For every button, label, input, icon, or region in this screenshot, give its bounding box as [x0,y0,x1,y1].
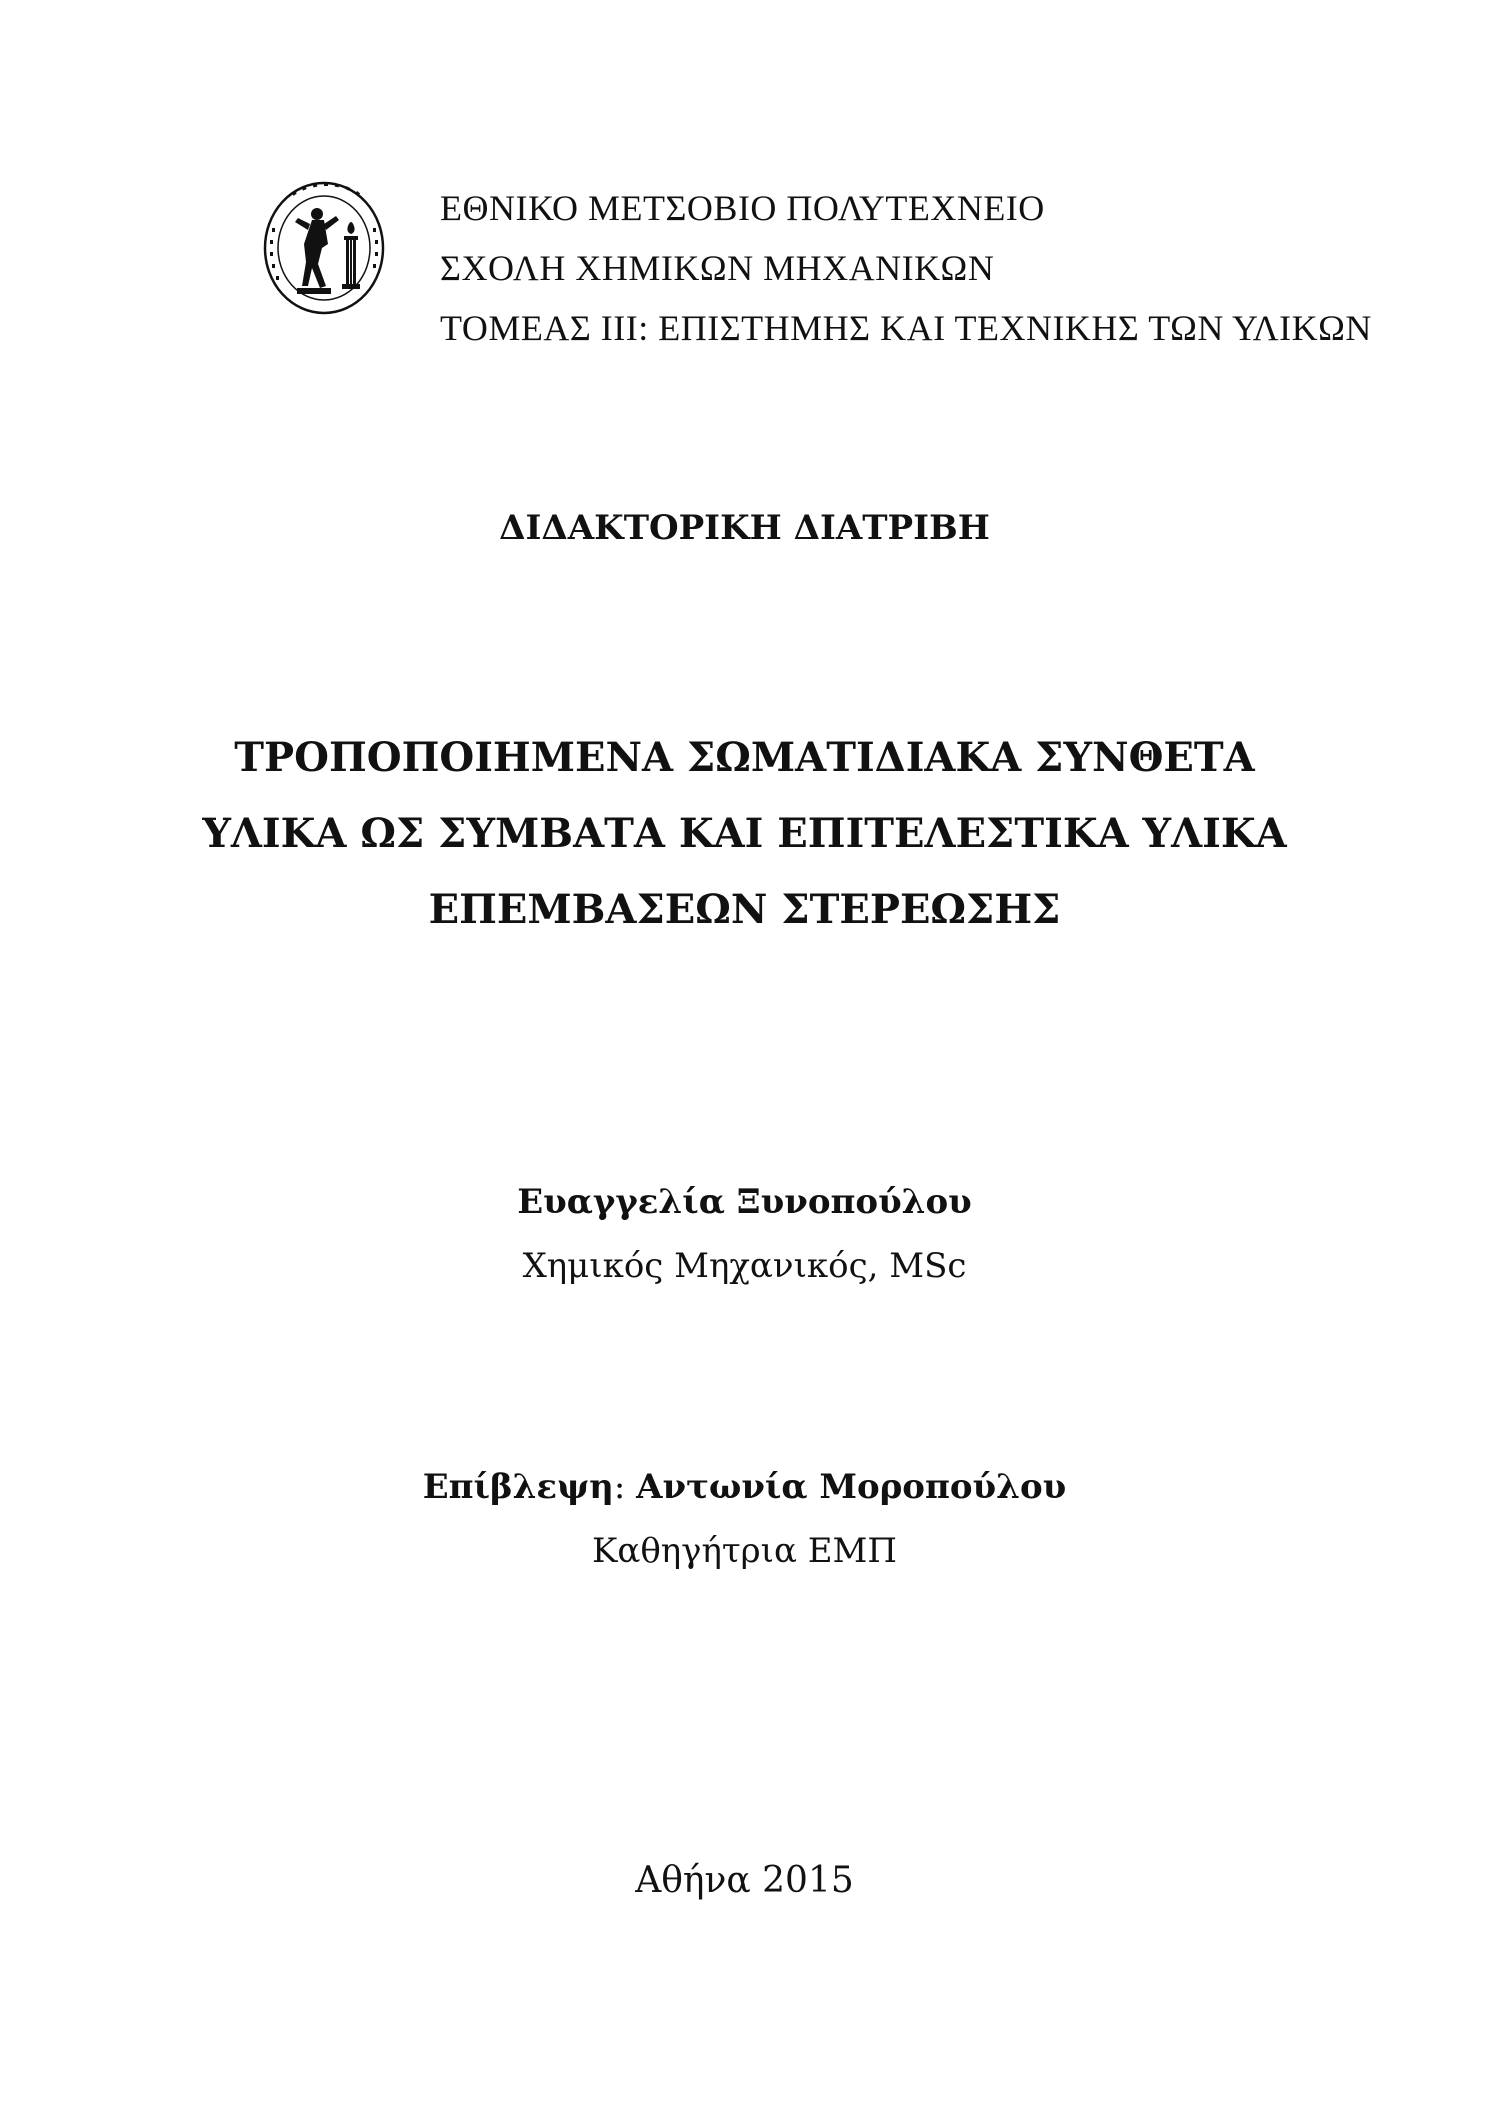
department-name: ΤΟΜΕΑΣ ΙΙΙ: ΕΠΙΣΤΗΜΗΣ ΚΑΙ ΤΕΧΝΙΚΗΣ ΤΩΝ ΥΛΙΚΩΝ [440,308,1372,348]
institution-name: ΕΘΝΙΚΟ ΜΕΤΣΟΒΙΟ ΠΟΛΥΤΕΧΝΕΙΟ [440,188,1045,228]
institution-lines [440,178,1372,358]
title-line: ΥΛΙΚΑ ΩΣ ΣΥΜΒΑΤΑ ΚΑΙ ΕΠΙΤΕΛΕΣΤΙΚΑ ΥΛΙΚΑ [202,810,1287,857]
author-name: Ευαγγελία Ξυνοπούλου [517,1182,972,1222]
thesis-title [0,720,1489,948]
place-year: Αθήνα 2015 [635,1860,854,1901]
supervisor-name: Αντωνία Μοροπούλου [636,1467,1067,1507]
school-name: ΣΧΟΛΗ ΧΗΜΙΚΩΝ ΜΗΧΑΝΙΚΩΝ [440,248,995,288]
author-block [0,1170,1489,1298]
document-type: ΔΙΔΑΚΤΟΡΙΚΗ ΔΙΑΤΡΙΒΗ [499,508,990,548]
supervision-separator: : [613,1467,626,1507]
title-line: ΕΠΕΜΒΑΣΕΩΝ ΣΤΕΡΕΩΣΗΣ [428,886,1061,933]
title-line: ΤΡΟΠΟΠΟΙΗΜΕΝΑ ΣΩΜΑΤΙΔΙΑΚΑ ΣΥΝΘΕΤΑ [234,734,1255,781]
supervisor-role: Καθηγήτρια ΕΜΠ [591,1531,898,1571]
supervision-line [0,1455,1489,1519]
supervision-block [0,1455,1489,1583]
author-role: Χημικός Μηχανικός, MSc [522,1246,967,1286]
ntua-seal-logo [262,178,392,318]
supervision-label: Επίβλεψη [422,1467,614,1507]
institution-header [262,178,1372,358]
